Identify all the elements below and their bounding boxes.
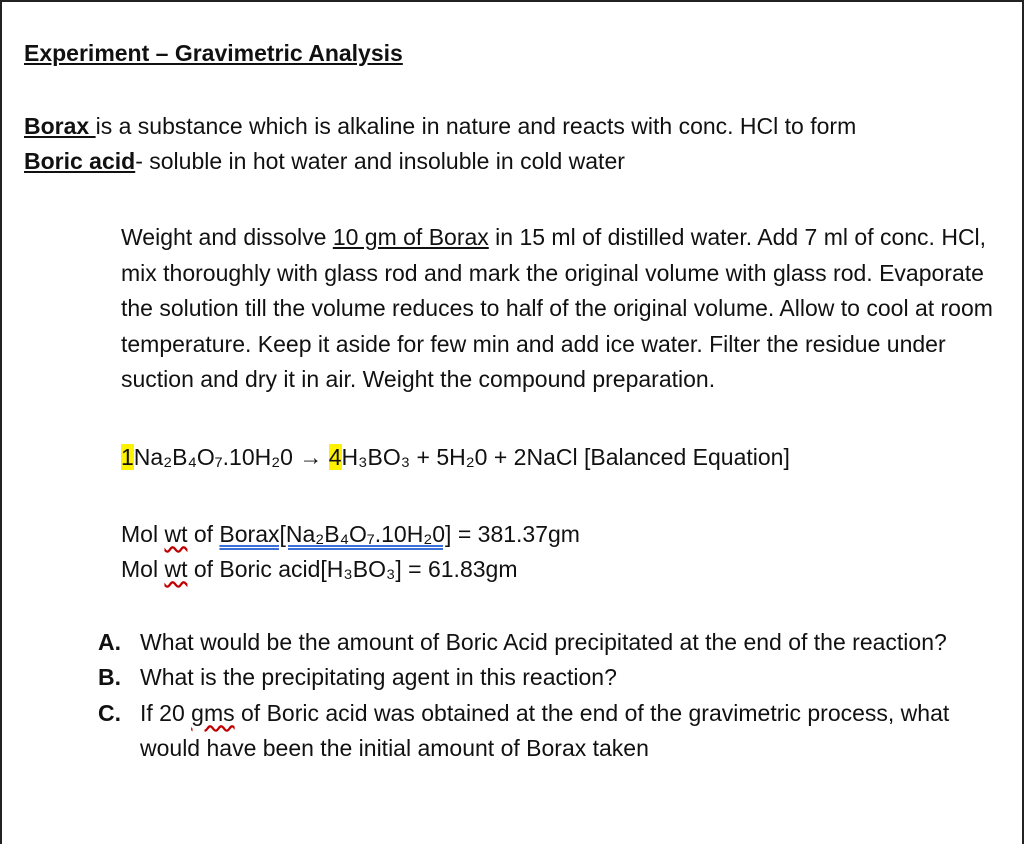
questions-list: [24, 625, 998, 767]
term-boric-acid: Boric acid: [24, 148, 136, 174]
question-c-text-2: of Boric acid was obtained at the end of the gravimetric process, what would have been the initial amount of Borax taken: [140, 699, 950, 761]
question-c: [24, 696, 998, 767]
borax-weight: = 381.37gm: [451, 520, 580, 547]
mol-wt-boric-acid: [121, 552, 998, 587]
question-text: [121, 696, 998, 767]
wt-word: wt: [164, 555, 188, 582]
page-title: Experiment – Gravimetric Analysis: [24, 40, 403, 66]
intro-text-1: is a substance which is alkaline in nature and reacts with conc. HCl to form: [95, 113, 857, 139]
coefficient-boric-acid: 4: [328, 443, 342, 470]
question-c-text-1: If 20: [140, 699, 192, 726]
question-b: [24, 660, 998, 696]
equation-reactant: Na₂B₄O₇.10H₂0 →: [133, 443, 329, 470]
question-a: [24, 625, 998, 661]
question-label: A.: [98, 628, 121, 655]
of-word: of: [187, 520, 220, 547]
intro-text-2: - soluble in hot water and insoluble in cold water: [135, 148, 625, 174]
question-label: C.: [98, 699, 121, 726]
question-text: [121, 660, 998, 696]
equation-products: H₃BO₃ + 5H₂0 + 2NaCl [Balanced Equation]: [341, 443, 790, 470]
question-a-text: What would be the amount of Boric Acid precipitated at the end of the reaction?: [140, 628, 947, 655]
mol-label: Mol: [121, 555, 165, 582]
borax-formula: Borax[Na₂B₄O₇.10H₂0]: [219, 520, 452, 547]
molecular-weights: [121, 517, 998, 587]
term-borax: Borax: [24, 113, 96, 139]
boric-acid-weight: of Boric acid[H₃BO₃] = 61.83gm: [187, 555, 518, 582]
wt-word: wt: [164, 520, 188, 547]
mol-label: Mol: [121, 520, 165, 547]
coefficient-borax: 1: [121, 443, 134, 470]
balanced-equation: [121, 440, 998, 475]
question-b-text: What is the precipitating agent in this reaction?: [140, 664, 617, 690]
procedure-paragraph: [121, 220, 1001, 398]
gms-word: gms: [191, 699, 235, 726]
procedure-text-2: in 15 ml of distilled water. Add 7 ml of conc. HCl, mix thoroughly with glass rod and mark the original volume with glass rod. Evaporate the solution till the volume reduces to half of the original volume. Allow to cool at room temperature. Keep it aside for few min and add ice water. Filter the residue under suction and dry it in air. Weight the compound preparation.: [121, 224, 993, 392]
question-text: [121, 625, 998, 661]
intro-paragraph: [24, 109, 998, 179]
question-label: B.: [98, 664, 121, 690]
mol-wt-borax: [121, 517, 998, 552]
procedure-text-1: Weight and dissolve: [121, 224, 333, 250]
procedure-amount: 10 gm of Borax: [332, 224, 489, 250]
